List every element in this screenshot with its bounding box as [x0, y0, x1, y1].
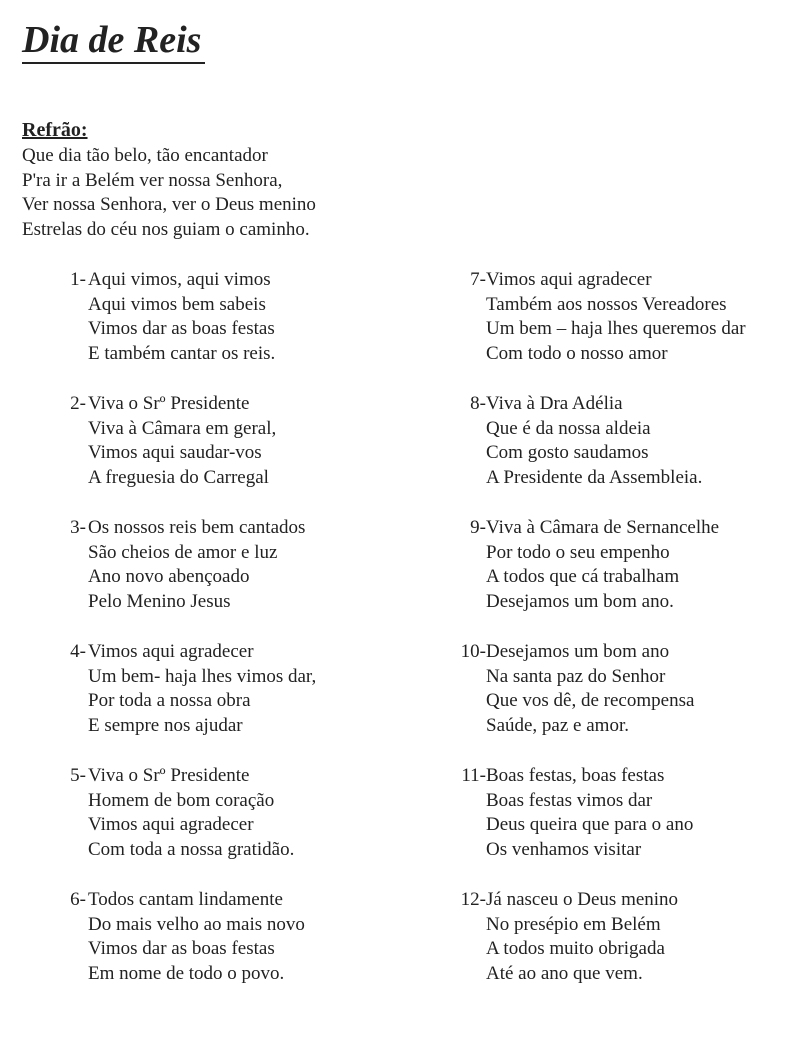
verse-line: Vimos aqui agradecer — [486, 269, 652, 290]
verse-line: Aqui vimos bem sabeis — [88, 293, 266, 315]
verse-line: Com toda a nossa gratidão. — [88, 838, 295, 860]
verse-number: 1- — [70, 269, 86, 290]
verse-5 — [48, 764, 393, 888]
verse-line: Em nome de todo o povo. — [88, 962, 285, 984]
verse-line: Vimos dar as boas festas — [88, 318, 275, 339]
verse-number: 4- — [70, 641, 86, 662]
verse-number: 8- — [470, 393, 486, 414]
refrain-line: P'ra ir a Belém ver nossa Senhora, — [22, 169, 283, 191]
verse-line: São cheios de amor e luz — [88, 541, 278, 563]
verse-line: Viva à Câmara em geral, — [88, 417, 277, 439]
verse-6 — [48, 888, 393, 1012]
verse-line: No presépio em Belém — [486, 913, 661, 935]
verse-number: 3- — [70, 517, 86, 538]
verse-line: A todos que cá trabalham — [486, 566, 680, 587]
refrain-line: Estrelas do céu nos guiam o caminho. — [22, 218, 310, 240]
verse-line: Viva à Câmara de Sernancelhe — [486, 517, 720, 538]
verse-line: Desejamos um bom ano. — [486, 590, 674, 612]
verse-line: Os nossos reis bem cantados — [88, 517, 306, 538]
verse-line: A todos muito obrigada — [486, 938, 665, 959]
verse-1 — [48, 268, 393, 392]
verse-line: Com todo o nosso amor — [486, 342, 668, 364]
verse-number: 10- — [460, 641, 486, 662]
verse-line: Que vos dê, de recompensa — [486, 690, 695, 711]
verse-4 — [48, 640, 393, 764]
verse-line: Pelo Menino Jesus — [88, 590, 231, 612]
verse-number: 6- — [70, 889, 86, 910]
verse-line: Boas festas, boas festas — [486, 765, 665, 786]
refrain-heading: Refrão: — [22, 119, 88, 141]
verse-line: Também aos nossos Vereadores — [486, 293, 727, 315]
verse-line: A Presidente da Assembleia. — [486, 466, 703, 488]
verse-7 — [446, 268, 796, 392]
verse-line: Aqui vimos, aqui vimos — [88, 269, 271, 290]
verse-12 — [446, 888, 796, 1012]
verse-line: Vimos aqui agradecer — [88, 814, 254, 835]
verse-line: Na santa paz do Senhor — [486, 665, 666, 687]
verse-line: Deus queira que para o ano — [486, 814, 694, 835]
verse-line: Do mais velho ao mais novo — [88, 913, 305, 935]
refrain-line: Ver nossa Senhora, ver o Deus menino — [22, 194, 316, 215]
verse-number: 7- — [470, 269, 486, 290]
verses-right-column — [446, 268, 796, 1012]
verse-line: Já nasceu o Deus menino — [486, 889, 679, 910]
verse-line: Vimos aqui saudar-vos — [88, 442, 262, 463]
verse-number: 12- — [460, 889, 486, 910]
verse-11 — [446, 764, 796, 888]
verse-line: Todos cantam lindamente — [88, 889, 283, 910]
verse-line: Que é da nossa aldeia — [486, 417, 651, 439]
verse-line: Com gosto saudamos — [486, 442, 649, 463]
verse-line: Homem de bom coração — [88, 789, 275, 811]
verse-line: Viva à Dra Adélia — [486, 393, 623, 414]
verse-line: Um bem- haja lhes vimos dar, — [88, 665, 317, 687]
verse-8 — [446, 392, 796, 516]
verse-line: Desejamos um bom ano — [486, 641, 670, 662]
verse-line: Ano novo abençoado — [88, 566, 250, 587]
verse-line: Um bem – haja lhes queremos dar — [486, 318, 746, 339]
verse-line: Por todo o seu empenho — [486, 541, 670, 563]
refrain — [22, 118, 316, 242]
verse-line: Boas festas vimos dar — [486, 789, 653, 811]
verse-line: Por toda a nossa obra — [88, 690, 251, 711]
verse-line: A freguesia do Carregal — [88, 466, 269, 488]
verse-line: Até ao ano que vem. — [486, 962, 643, 984]
verse-number: 5- — [70, 765, 86, 786]
verse-line: Viva o Srº Presidente — [88, 765, 250, 786]
verse-line: Vimos dar as boas festas — [88, 938, 275, 959]
verse-9 — [446, 516, 796, 640]
verse-line: Os venhamos visitar — [486, 838, 642, 860]
verses-left-column — [48, 268, 393, 1012]
verse-line: E sempre nos ajudar — [88, 714, 243, 736]
verse-line: Vimos aqui agradecer — [88, 641, 254, 662]
verse-line: E também cantar os reis. — [88, 342, 276, 364]
verse-2 — [48, 392, 393, 516]
verse-line: Saúde, paz e amor. — [486, 714, 629, 736]
verse-number: 9- — [470, 517, 486, 538]
verse-number: 2- — [70, 393, 86, 414]
refrain-line: Que dia tão belo, tão encantador — [22, 145, 268, 166]
verse-line: Viva o Srº Presidente — [88, 393, 250, 414]
verse-10 — [446, 640, 796, 764]
verse-3 — [48, 516, 393, 640]
page-title: Dia de Reis — [22, 18, 205, 64]
verse-number: 11- — [461, 765, 486, 786]
